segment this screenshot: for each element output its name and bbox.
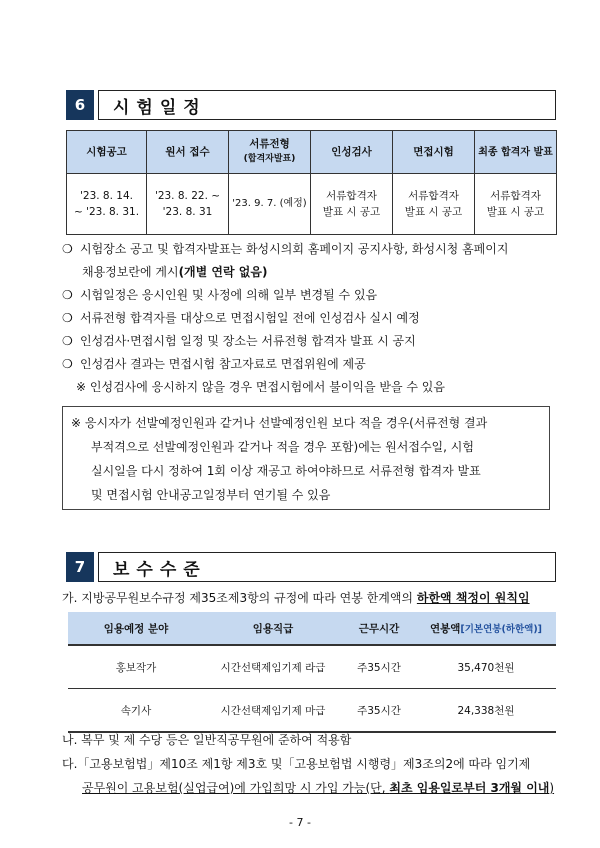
cell-line: 서류합격자 xyxy=(408,190,459,202)
paragraph-text: ) xyxy=(549,781,555,795)
header-cell-subline: (합격자발표) xyxy=(243,154,296,164)
page-number: - 7 - xyxy=(289,816,311,829)
header-subtext: [기본연봉(하한액)] xyxy=(460,623,543,635)
paragraph-text: 다.「고용보험법」제10조 제1항 제3호 및「고용보험법 시행령」제3조의2에 따라 임기제 xyxy=(62,757,531,771)
list-item xyxy=(62,238,562,261)
section-number: 6 xyxy=(66,90,94,120)
pay-intro xyxy=(62,586,562,610)
pay-header-row xyxy=(68,612,556,645)
list-item-text: 시험일정은 응시인원 및 사정에 의해 일부 변경될 수 있음 xyxy=(80,288,378,302)
table-cell xyxy=(67,174,147,235)
cell-line: 서류합격자 xyxy=(326,190,377,202)
paragraph-text-underlined xyxy=(62,776,562,800)
note-marker: ※ xyxy=(71,416,82,430)
paragraph-text: 공무원이 고용보험(실업급여)에 가입희망 시 가입 가능(단, xyxy=(82,781,386,795)
table-cell: 주35시간 xyxy=(342,689,416,733)
pay-table xyxy=(68,612,556,733)
table-cell xyxy=(229,174,311,235)
item-prefix: 가. xyxy=(62,591,78,605)
list-item-text: 인성검사 결과는 면접시험 참고자료로 면접위원에 제공 xyxy=(80,357,366,371)
header-cell: 임용예정 분야 xyxy=(68,612,204,645)
list-item xyxy=(62,330,562,353)
table-row xyxy=(68,645,556,689)
cell-line: '23. 9. 7. (예정) xyxy=(232,198,307,209)
emphasis-text: 하한액 책정이 원칙임 xyxy=(416,591,530,605)
paragraph-da xyxy=(62,752,562,800)
notice-line xyxy=(71,411,549,435)
cell-line: 발표 시 공고 xyxy=(322,206,381,218)
circle-bullet-icon: ❍ xyxy=(62,288,73,302)
cell-line: 서류합격자 xyxy=(490,190,541,202)
list-item-text: 시험장소 공고 및 합격자발표는 화성시의회 홈페이지 공지사항, 화성시청 홈페이지 xyxy=(80,242,509,256)
section-number: 7 xyxy=(66,552,94,582)
table-cell xyxy=(393,174,475,235)
section-title: 보수수준 xyxy=(98,552,556,582)
cell-line: '23. 8. 22. ~ xyxy=(154,190,221,202)
table-cell xyxy=(475,174,557,235)
notice-box xyxy=(62,406,550,510)
note-item xyxy=(62,376,562,399)
header-cell xyxy=(229,131,311,174)
cell-line: ~ '23. 8. 31. xyxy=(73,206,140,218)
schedule-data-row xyxy=(67,174,557,235)
circle-bullet-icon: ❍ xyxy=(62,334,73,348)
list-item xyxy=(62,284,562,307)
note-marker: ※ xyxy=(76,380,87,394)
header-cell: 임용직급 xyxy=(204,612,342,645)
cell-line: 발표 시 공고 xyxy=(404,206,463,218)
table-cell: 속기사 xyxy=(68,689,204,733)
header-cell: 면접시험 xyxy=(393,131,475,174)
table-cell: 24,338천원 xyxy=(416,689,556,733)
circle-bullet-icon: ❍ xyxy=(62,357,73,371)
cell-line: '23. 8. 31 xyxy=(162,206,213,218)
list-item-continuation xyxy=(62,261,562,284)
table-cell xyxy=(311,174,393,235)
bullet-list xyxy=(62,238,562,399)
table-cell: 홍보작가 xyxy=(68,645,204,689)
list-item xyxy=(62,307,562,330)
notice-text: 및 면접시험 안내공고일정부터 연기될 수 있음 xyxy=(91,488,331,502)
table-cell: 35,470천원 xyxy=(416,645,556,689)
header-cell: 근무시간 xyxy=(342,612,416,645)
emphasis-text: (개별 연락 없음) xyxy=(178,265,268,279)
table-cell: 주35시간 xyxy=(342,645,416,689)
header-cell xyxy=(416,612,556,645)
header-text: 연봉액 xyxy=(429,622,461,635)
section-6-header xyxy=(66,90,556,120)
paragraph-na: 나. 복무 및 제 수당 등은 일반직공무원에 준하여 적용함 xyxy=(62,733,352,747)
section-title: 시험일정 xyxy=(98,90,556,120)
list-item-text: 채용정보란에 게시 xyxy=(82,265,179,279)
table-cell: 시간선택제임기제 마급 xyxy=(204,689,342,733)
list-item-text: 인성검사·면접시험 일정 및 장소는 서류전형 합격자 발표 시 공지 xyxy=(80,334,416,348)
pay-intro-text: 지방공무원보수규정 제35조제3항의 규정에 따라 연봉 한계액의 xyxy=(81,591,414,605)
note-text: 인성검사에 응시하지 않을 경우 면접시험에서 불이익을 받을 수 있음 xyxy=(89,380,445,394)
circle-bullet-icon: ❍ xyxy=(62,242,73,256)
emphasis-text: 최초 임용일로부터 3개월 이내 xyxy=(389,781,550,795)
cell-line: '23. 8. 14. xyxy=(80,190,133,202)
list-item xyxy=(62,353,562,376)
table-cell: 시간선택제임기제 라급 xyxy=(204,645,342,689)
list-item-text: 서류전형 합격자를 대상으로 면접시험일 전에 인성검사 실시 예정 xyxy=(80,311,420,325)
header-cell: 인성검사 xyxy=(311,131,393,174)
header-cell: 시험공고 xyxy=(67,131,147,174)
schedule-table xyxy=(66,130,557,235)
section-7-header xyxy=(66,552,556,582)
notice-text: 응시자가 선발예정인원과 같거나 선발예정인원 보다 적을 경우(서류전형 결과 xyxy=(84,416,488,430)
notice-text: 실시일을 다시 정하여 1회 이상 재공고 하여야하므로 서류전형 합격자 발표 xyxy=(91,464,481,478)
header-cell: 최종 합격자 발표 xyxy=(475,131,557,174)
table-row xyxy=(68,689,556,733)
table-cell xyxy=(147,174,229,235)
schedule-header-row xyxy=(67,131,557,174)
notice-text: 부적격으로 선발예정인원과 같거나 적을 경우 포함)에는 원서접수일, 시험 xyxy=(91,440,474,454)
header-cell-line: 서류전형 xyxy=(249,138,290,150)
circle-bullet-icon: ❍ xyxy=(62,311,73,325)
cell-line: 발표 시 공고 xyxy=(486,206,545,218)
header-cell: 원서 접수 xyxy=(147,131,229,174)
